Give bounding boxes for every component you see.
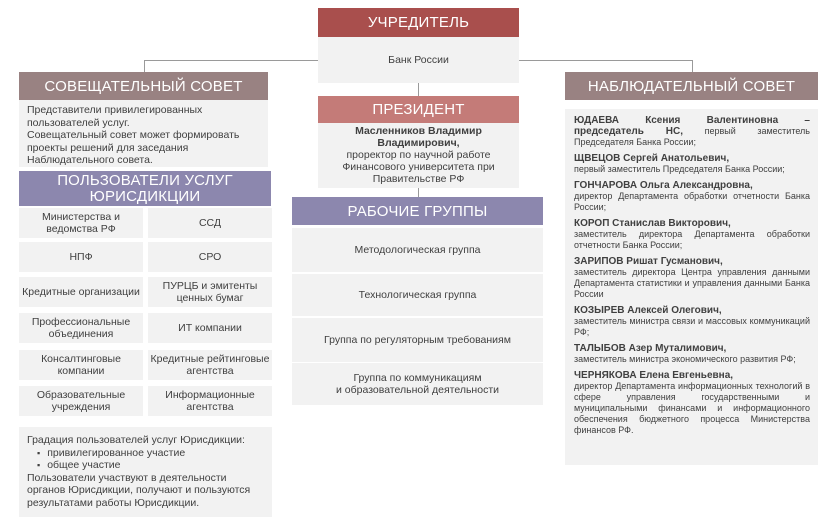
advisory-line: пользователей услуг. <box>27 116 130 129</box>
president-name-line2: Владимирович, <box>377 137 460 149</box>
supervisory-member <box>574 256 810 300</box>
users-cell <box>148 242 272 272</box>
founder-header <box>318 8 519 37</box>
working-group-item <box>292 228 543 272</box>
bullet-item: ▪ привилегированное участие <box>37 447 264 460</box>
users-cell-line: ведомства РФ <box>46 223 116 235</box>
founder-body <box>318 37 519 83</box>
working-group-line: Технологическая группа <box>358 288 477 301</box>
users-cell <box>148 386 272 416</box>
users-cell <box>19 313 143 343</box>
bullet-item: ▪ общее участие <box>37 459 264 472</box>
advisory-council-title: СОВЕЩАТЕЛЬНЫЙ СОВЕТ <box>44 77 243 95</box>
users-cell-line: Кредитные рейтинговые <box>150 353 270 365</box>
advisory-line: проекты решений для заседания <box>27 141 189 154</box>
users-note-line: результатами работы Юрисдикции. <box>27 496 200 509</box>
member-role: заместитель министра связи и массовых коммуникаций РФ; <box>574 316 810 337</box>
supervisory-board-title: НАБЛЮДАТЕЛЬНЫЙ СОВЕТ <box>587 77 796 95</box>
member-role: заместитель директора Департамента обработки отчетности Банка России; <box>574 229 810 250</box>
member-name: ЮДАЕВА Ксения Валентиновна – председатель НС, <box>574 115 810 137</box>
users-cell-line: объединения <box>48 328 114 340</box>
users-cell <box>148 313 272 343</box>
president-role-line: Финансового университета при <box>342 161 495 173</box>
users-cell-line: компании <box>57 365 105 377</box>
member-name: КОЗЫРЕВ Алексей Олегович, <box>574 305 722 316</box>
users-cell <box>19 277 143 307</box>
connector-president-groups <box>418 188 419 197</box>
users-cell-line: учреждения <box>51 401 111 413</box>
working-group-item <box>292 318 543 362</box>
advisory-line: Совещательный совет может формировать <box>27 129 240 141</box>
member-name: ГОНЧАРОВА Ольга Александровна, <box>574 180 753 191</box>
president-body <box>318 123 519 188</box>
connector-drop-supervisory <box>692 60 693 72</box>
connector-drop-advisory <box>144 60 145 72</box>
connector-founder-president <box>418 83 419 96</box>
users-cell-line: Министерства и <box>41 211 121 223</box>
president-header <box>318 96 519 123</box>
president-title: ПРЕЗИДЕНТ <box>372 101 465 118</box>
users-cell-line: ИТ компании <box>178 322 242 334</box>
users-note <box>19 427 272 517</box>
users-cell-line: Профессиональные <box>31 316 131 328</box>
working-group-line: и образовательной деятельности <box>336 384 499 396</box>
users-header <box>19 171 271 206</box>
supervisory-member <box>574 218 810 251</box>
users-note-intro: Градация пользователей услуг Юрисдикции: <box>27 434 245 446</box>
users-cell-line: НПФ <box>69 251 93 263</box>
users-note-line: органов Юрисдикции, получают и пользуются <box>27 484 251 496</box>
supervisory-board-header <box>565 72 818 100</box>
users-cell <box>148 208 272 238</box>
users-note-bullets <box>27 447 264 472</box>
supervisory-member <box>574 153 810 175</box>
users-cell <box>19 208 143 238</box>
users-cell-line: Образовательные <box>36 389 126 401</box>
member-role: первый заместитель Председателя Банка России; <box>574 126 810 147</box>
working-group-line: Группа по регуляторным требованиям <box>324 333 511 346</box>
users-cell-line: агентства <box>186 365 234 377</box>
users-cell <box>19 242 143 272</box>
working-groups-header <box>292 197 543 225</box>
users-cell-line: Информационные <box>165 389 255 401</box>
advisory-line: Представители привилегированных <box>27 104 203 116</box>
users-cell-line: ПУРЦБ и эмитенты <box>162 280 258 292</box>
users-cell-line: Консалтинговые <box>41 353 121 365</box>
working-group-line: Методологическая группа <box>354 243 481 256</box>
supervisory-member <box>574 343 810 365</box>
users-title-line2: ЮРИСДИКЦИИ <box>89 187 201 205</box>
president-role-line: проректор по научной работе <box>346 149 491 161</box>
president-role-line: Правительстве РФ <box>372 173 465 185</box>
users-cell <box>148 350 272 380</box>
users-cell-line: ССД <box>198 217 222 229</box>
connector-founder-left <box>144 60 318 61</box>
member-role: директор Департамента информационных технологий в сфере управления государственными и муниципальными финансами и информационного обеспечения бюджетного процесса Министерства финансов РФ. <box>574 381 810 435</box>
president-name-line1: Масленников Владимир <box>355 125 482 137</box>
member-name: ТАЛЫБОВ Азер Муталимович, <box>574 343 727 354</box>
users-cell-line: Кредитные организации <box>22 286 140 298</box>
member-name: ЩВЕЦОВ Сергей Анатольевич, <box>574 153 730 164</box>
supervisory-member <box>574 180 810 213</box>
member-name: ЗАРИПОВ Ришат Гусманович, <box>574 256 723 267</box>
advisory-line: Наблюдательного совета. <box>27 154 153 166</box>
member-name: КОРОП Станислав Викторович, <box>574 218 731 229</box>
users-cell <box>19 386 143 416</box>
advisory-council-body <box>19 100 268 167</box>
users-cell-line: агентства <box>186 401 234 413</box>
users-cell-line: ценных бумаг <box>176 292 244 304</box>
member-role: первый заместитель Председателя Банка России; <box>574 164 785 174</box>
supervisory-member <box>574 115 810 148</box>
member-role: заместитель директора Центра управления данными Департамента статистики и управления данными Банка России <box>574 267 810 299</box>
founder-name: Банк России <box>388 53 449 66</box>
supervisory-board-body <box>565 109 818 465</box>
connector-founder-right <box>519 60 692 61</box>
users-cell <box>148 277 272 307</box>
member-name: ЧЕРНЯКОВА Елена Евгеньевна, <box>574 370 734 381</box>
supervisory-member <box>574 305 810 338</box>
users-note-line: Пользователи участвуют в деятельности <box>27 471 227 484</box>
founder-title: УЧРЕДИТЕЛЬ <box>367 14 470 31</box>
member-role: заместитель министра экономического развития РФ; <box>574 354 796 364</box>
users-title-line1: ПОЛЬЗОВАТЕЛИ УСЛУГ <box>57 171 233 189</box>
member-role: директор Департамента обработки отчетности Банка России; <box>574 191 810 212</box>
advisory-council-header <box>19 72 268 100</box>
working-group-line: Группа по коммуникациям <box>353 371 482 384</box>
working-group-item <box>292 274 543 316</box>
supervisory-member <box>574 370 810 436</box>
working-group-item <box>292 363 543 405</box>
working-groups-title: РАБОЧИЕ ГРУППЫ <box>347 202 488 220</box>
users-cell <box>19 350 143 380</box>
users-cell-line: СРО <box>198 251 222 263</box>
